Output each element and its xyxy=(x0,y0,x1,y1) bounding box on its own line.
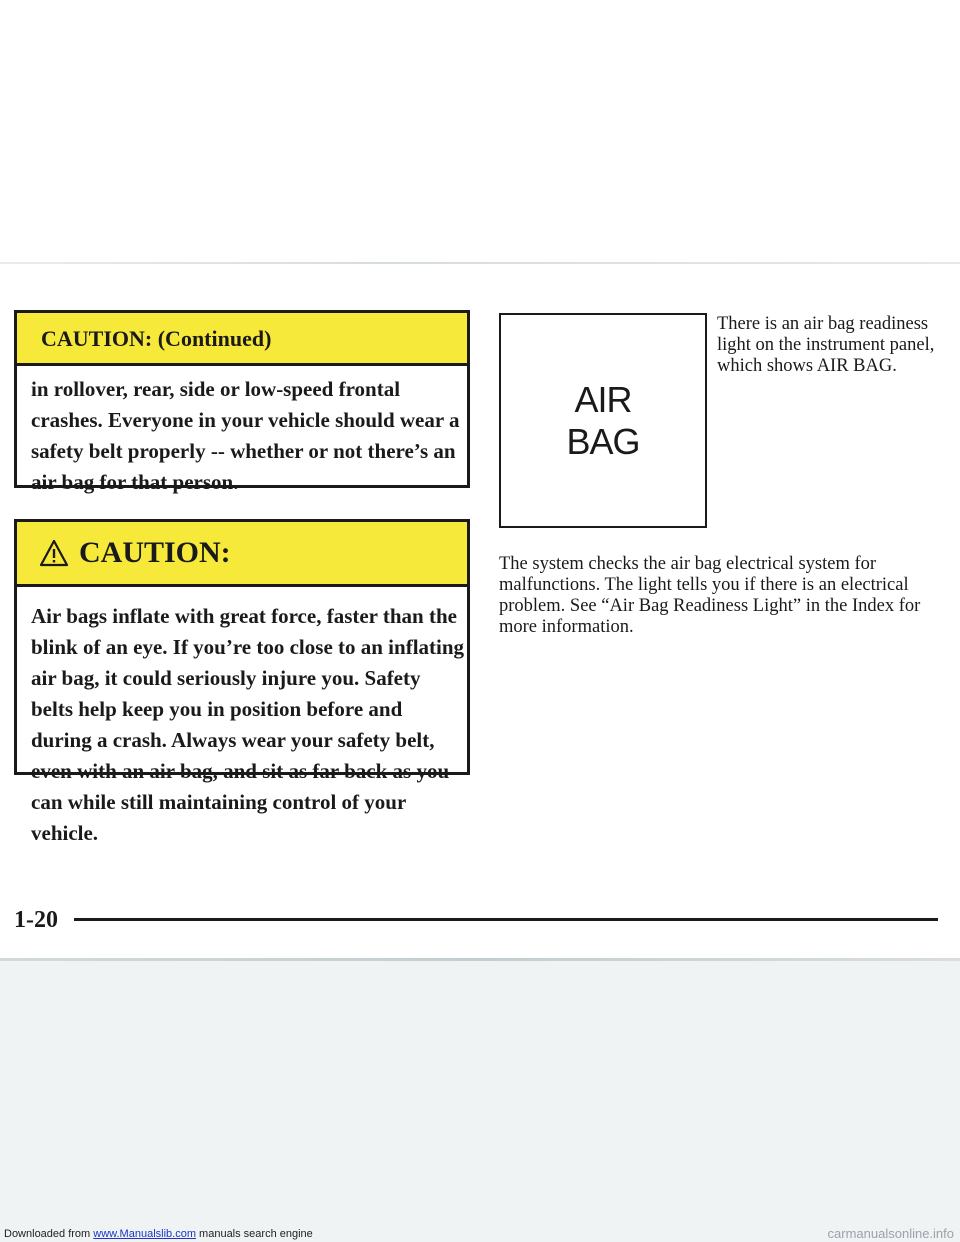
caution-box xyxy=(14,519,470,845)
manualslib-link[interactable]: www.Manualslib.com xyxy=(93,1228,196,1240)
page-number: 1-20 xyxy=(14,907,58,933)
caution-title: CAUTION: xyxy=(79,536,231,569)
airbag-light-description: There is an air bag readiness light on the instrument panel, which shows AIR BAG. xyxy=(717,314,935,376)
airbag-readiness-light-illustration xyxy=(499,313,707,528)
caution-text: Air bags inflate with great force, faster than the blink of an eye. If you’re too close to an inflating air bag, it could seriously injure you. Safety belts help keep you in position before and during a crash. Always wear your safety belt, even with an air bag, and sit as far back as you can while still maintaining control of your vehicle. xyxy=(31,604,465,845)
airbag-light-line1: AIR xyxy=(574,378,632,420)
caution-continued-header: CAUTION: (Continued) xyxy=(17,313,467,366)
watermark-text: carmanualsonline.info xyxy=(827,1226,954,1241)
top-divider xyxy=(0,262,960,264)
footer-prefix: Downloaded from xyxy=(4,1228,91,1240)
system-check-paragraph: The system checks the air bag electrical system for malfunctions. The light tells you if there is an electrical problem. See “Air Bag Readiness Light” in the Index for more information. xyxy=(499,554,921,637)
page-number-rule xyxy=(74,918,938,921)
caution-continued-text: in rollover, rear, side or low-speed frontal crashes. Everyone in your vehicle should wear a safety belt properly -- whether or not there’s an air bag for that person. xyxy=(31,377,460,494)
footer-suffix: manuals search engine xyxy=(199,1228,313,1240)
warning-triangle-icon xyxy=(39,539,69,567)
download-footer xyxy=(4,1228,313,1240)
caution-header xyxy=(17,522,467,587)
airbag-light-line2: BAG xyxy=(566,420,640,462)
caution-continued-box xyxy=(14,310,470,494)
page-bottom-margin xyxy=(0,958,960,1242)
